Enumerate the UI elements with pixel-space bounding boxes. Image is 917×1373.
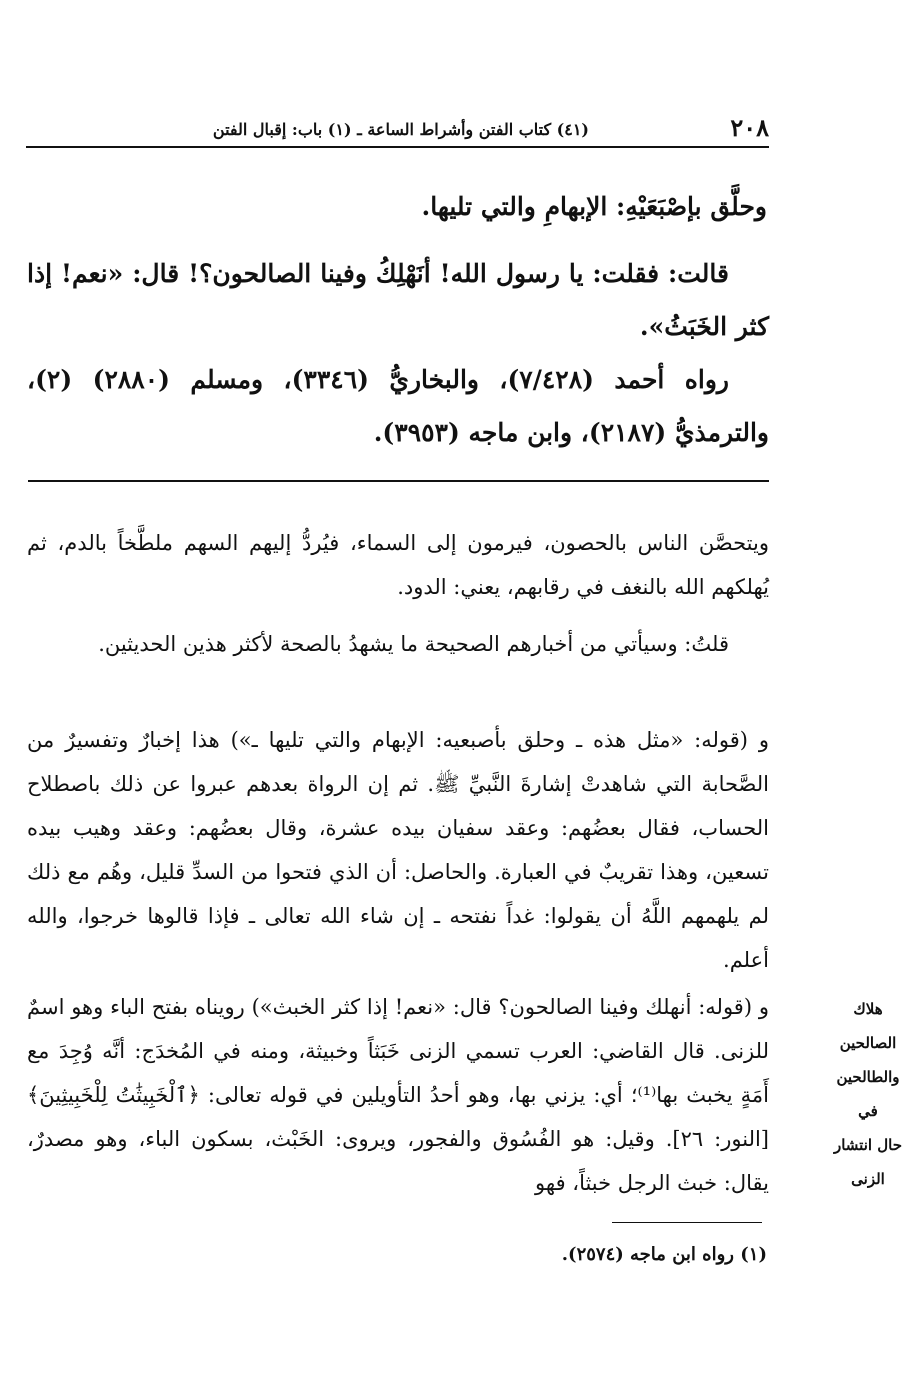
hadith-paragraph-3: رواه أحمد (٧/٤٢٨)، والبخاريُّ (٣٣٤٦)، ومسلم (٢٨٨٠) (٢)، والترمذيُّ (٢١٨٧)، وابن ماجه (٣٩٥٣). [27, 365, 769, 447]
hadith-paragraph-2: قالت: فقلت: يا رسول الله! أنَهْلِكُ وفينا الصالحون؟! قال: «نعم! إذا كثر الخَبَثُ». [27, 259, 769, 341]
section-divider [28, 480, 769, 482]
hadith-line-1: وحلَّق بإصْبَعَيْهِ: الإبهامِ والتي تليها. [421, 192, 767, 221]
margin-note [825, 992, 911, 1196]
page-number: ٢٠٨ [730, 113, 769, 142]
footnote-divider [612, 1222, 762, 1223]
commentary-paragraph-2: قلتُ: وسيأتي من أخبارهم الصحيحة ما يشهدُ بالصحة لأكثر هذين الحديثين. [98, 632, 729, 656]
margin-note-line: الصالحين [839, 1034, 897, 1052]
commentary-paragraph-4: و (قوله: أنهلك وفينا الصالحون؟ قال: «نعم! إذا كثر الخبث») رويناه بفتح الباء وهو اسمٌ للزنى. قال القاضي: العرب تسمي الزنى خَبَثاً وخبيثة، ومنه في المُخدَج: أنَّه وُجِدَ مع أَمَةٍ يخبث بها⁽¹⁾؛ أي: يزني بها، وهو أحدُ التأويلين في قوله تعالى: ﴿ٱلْخَبِيثَٰتُ لِلْخَبِيثِينَ﴾ [النور: ٢٦]. وقيل: هو الفُسُوق والفجور، ويروى: الخَبْث، بسكون الباء، وهو مصدرٌ، يقال: خبث الرجل خبثاً، فهو [27, 995, 769, 1195]
running-head: (٤١) كتاب الفتن وأشراط الساعة ـ (١) باب: إقبال الفتن [212, 120, 589, 139]
margin-note-line: هلاك [853, 1000, 883, 1018]
commentary-paragraph-1: ويتحصَّن الناس بالحصون، فيرمون إلى السماء، فيُردُّ إليهم السهم ملطَّخاً بالدم، ثم يُهلكهم الله بالنغف في رقابهم، يعني: الدود. [27, 531, 769, 599]
margin-note-line: والطالحين في [836, 1068, 900, 1120]
margin-note-line: الزنى [851, 1170, 885, 1188]
commentary-paragraph-3: و (قوله: «مثل هذه ـ وحلق بأصبعيه: الإبهام والتي تليها ـ») هذا إخبارٌ وتفسيرٌ من الصَّحابة التي شاهدتْ إشارةَ النَّبيِّ ﷺ. ثم إن الرواة بعدهم عبروا عن ذلك باصطلاح الحساب، فقال بعضُهم: وعقد سفيان بيده عشرة، وقال بعضُهم: وعقد وهيب بيده تسعين، وهذا تقريبٌ في العبارة. والحاصل: أن الذي فتحوا من السدِّ قليل، وهُم مع ذلك لم يلهمهم اللَّهُ أن يقولوا: غداً نفتحه ـ إن شاء الله تعالى ـ فإذا قالوها خرجوا، والله أعلم. [27, 728, 769, 972]
footnote: (١) رواه ابن ماجه (٢٥٧٤). [561, 1244, 767, 1265]
page-header [26, 112, 769, 148]
margin-note-line: حال انتشار [833, 1136, 903, 1154]
